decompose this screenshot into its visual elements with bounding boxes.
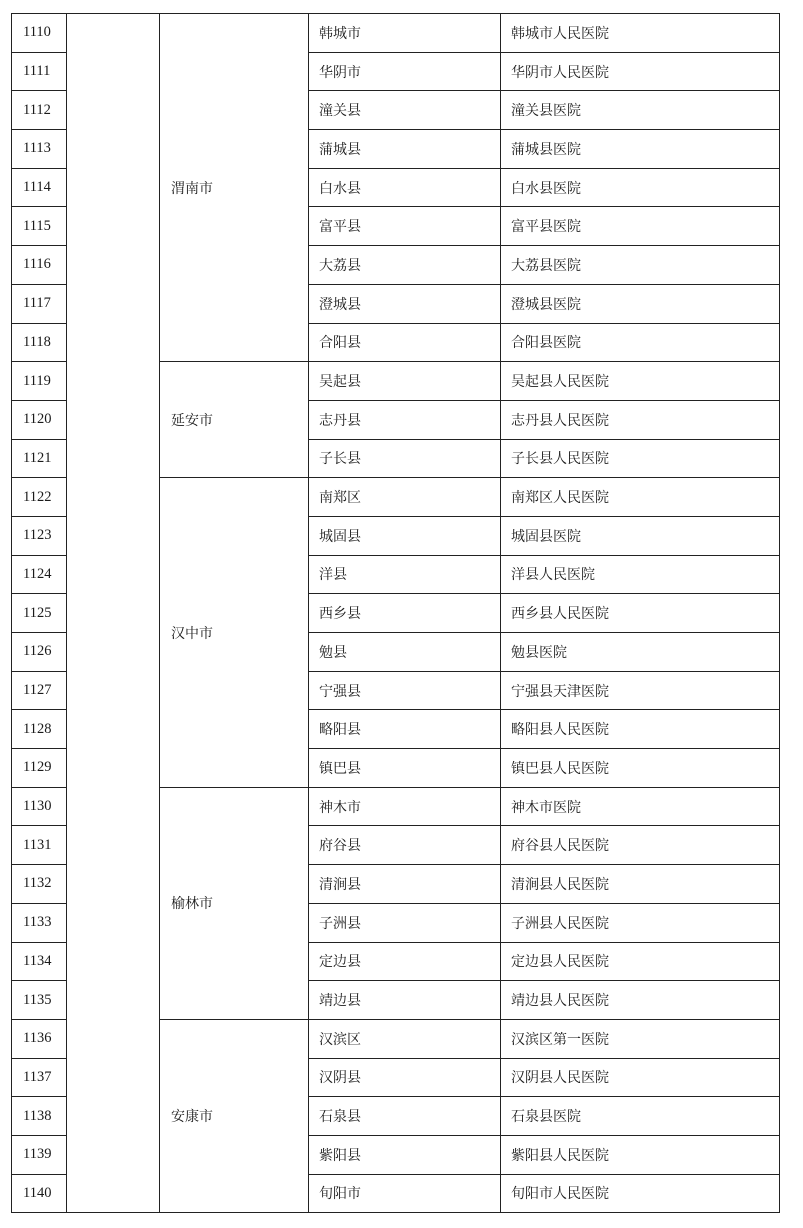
hospital-cell: 府谷县人民医院 — [501, 826, 780, 865]
row-number: 1126 — [12, 633, 67, 672]
county-cell: 城固县 — [309, 516, 501, 555]
hospital-cell: 勉县医院 — [501, 633, 780, 672]
hospital-cell: 南郑区人民医院 — [501, 478, 780, 517]
hospital-cell: 吴起县人民医院 — [501, 362, 780, 401]
county-cell: 府谷县 — [309, 826, 501, 865]
hospital-cell: 合阳县医院 — [501, 323, 780, 362]
row-number: 1136 — [12, 1019, 67, 1058]
row-number: 1134 — [12, 942, 67, 981]
row-number: 1128 — [12, 710, 67, 749]
county-cell: 潼关县 — [309, 91, 501, 130]
row-number: 1137 — [12, 1058, 67, 1097]
row-number: 1123 — [12, 516, 67, 555]
county-cell: 子长县 — [309, 439, 501, 478]
row-number: 1119 — [12, 362, 67, 401]
county-cell: 蒲城县 — [309, 130, 501, 169]
row-number: 1129 — [12, 749, 67, 788]
row-number: 1127 — [12, 671, 67, 710]
hospital-cell: 白水县医院 — [501, 168, 780, 207]
row-number: 1132 — [12, 865, 67, 904]
hospital-cell: 潼关县医院 — [501, 91, 780, 130]
row-number: 1113 — [12, 130, 67, 169]
row-number: 1135 — [12, 981, 67, 1020]
hospital-cell: 神木市医院 — [501, 787, 780, 826]
row-number: 1138 — [12, 1097, 67, 1136]
county-cell: 西乡县 — [309, 594, 501, 633]
county-cell: 合阳县 — [309, 323, 501, 362]
county-cell: 神木市 — [309, 787, 501, 826]
city-cell: 延安市 — [160, 362, 309, 478]
hospital-cell: 澄城县医院 — [501, 284, 780, 323]
hospital-cell: 子长县人民医院 — [501, 439, 780, 478]
city-cell: 汉中市 — [160, 478, 309, 788]
city-cell: 安康市 — [160, 1019, 309, 1212]
row-number: 1118 — [12, 323, 67, 362]
row-number: 1112 — [12, 91, 67, 130]
county-cell: 南郑区 — [309, 478, 501, 517]
row-number: 1125 — [12, 594, 67, 633]
row-number: 1122 — [12, 478, 67, 517]
row-number: 1116 — [12, 246, 67, 285]
hospital-cell: 汉阴县人民医院 — [501, 1058, 780, 1097]
row-number: 1140 — [12, 1174, 67, 1213]
county-cell: 勉县 — [309, 633, 501, 672]
county-cell: 大荔县 — [309, 246, 501, 285]
hospital-cell: 华阴市人民医院 — [501, 52, 780, 91]
county-cell: 靖边县 — [309, 981, 501, 1020]
county-cell: 略阳县 — [309, 710, 501, 749]
hospital-cell: 旬阳市人民医院 — [501, 1174, 780, 1213]
hospital-cell: 西乡县人民医院 — [501, 594, 780, 633]
county-cell: 澄城县 — [309, 284, 501, 323]
row-number: 1139 — [12, 1135, 67, 1174]
row-number: 1111 — [12, 52, 67, 91]
hospital-cell: 定边县人民医院 — [501, 942, 780, 981]
county-cell: 定边县 — [309, 942, 501, 981]
county-cell: 汉滨区 — [309, 1019, 501, 1058]
hospital-cell: 大荔县医院 — [501, 246, 780, 285]
province-cell — [67, 14, 160, 1213]
row-number: 1117 — [12, 284, 67, 323]
county-cell: 富平县 — [309, 207, 501, 246]
row-number: 1131 — [12, 826, 67, 865]
table-body — [12, 14, 780, 1213]
row-number: 1121 — [12, 439, 67, 478]
county-cell: 宁强县 — [309, 671, 501, 710]
hospital-cell: 镇巴县人民医院 — [501, 749, 780, 788]
hospital-cell: 汉滨区第一医院 — [501, 1019, 780, 1058]
row-number: 1130 — [12, 787, 67, 826]
county-cell: 旬阳市 — [309, 1174, 501, 1213]
county-cell: 志丹县 — [309, 400, 501, 439]
county-cell: 吴起县 — [309, 362, 501, 401]
hospital-cell: 城固县医院 — [501, 516, 780, 555]
row-number: 1115 — [12, 207, 67, 246]
county-cell: 华阴市 — [309, 52, 501, 91]
county-cell: 洋县 — [309, 555, 501, 594]
row-number: 1124 — [12, 555, 67, 594]
row-number: 1120 — [12, 400, 67, 439]
hospital-cell: 韩城市人民医院 — [501, 14, 780, 53]
row-number: 1114 — [12, 168, 67, 207]
hospital-cell: 子洲县人民医院 — [501, 903, 780, 942]
hospital-cell: 紫阳县人民医院 — [501, 1135, 780, 1174]
hospital-cell: 石泉县医院 — [501, 1097, 780, 1136]
hospital-cell: 志丹县人民医院 — [501, 400, 780, 439]
row-number: 1133 — [12, 903, 67, 942]
county-cell: 镇巴县 — [309, 749, 501, 788]
hospital-cell: 略阳县人民医院 — [501, 710, 780, 749]
county-cell: 紫阳县 — [309, 1135, 501, 1174]
hospital-cell: 靖边县人民医院 — [501, 981, 780, 1020]
county-cell: 汉阴县 — [309, 1058, 501, 1097]
document-page — [11, 13, 780, 1213]
city-cell: 榆林市 — [160, 787, 309, 1019]
county-cell: 韩城市 — [309, 14, 501, 53]
hospital-cell: 洋县人民医院 — [501, 555, 780, 594]
hospital-cell: 富平县医院 — [501, 207, 780, 246]
county-cell: 子洲县 — [309, 903, 501, 942]
hospital-table — [11, 13, 780, 1213]
city-cell: 渭南市 — [160, 14, 309, 362]
hospital-cell: 蒲城县医院 — [501, 130, 780, 169]
hospital-cell: 宁强县天津医院 — [501, 671, 780, 710]
row-number: 1110 — [12, 14, 67, 53]
table-row — [12, 14, 780, 53]
county-cell: 白水县 — [309, 168, 501, 207]
county-cell: 石泉县 — [309, 1097, 501, 1136]
hospital-cell: 清涧县人民医院 — [501, 865, 780, 904]
county-cell: 清涧县 — [309, 865, 501, 904]
